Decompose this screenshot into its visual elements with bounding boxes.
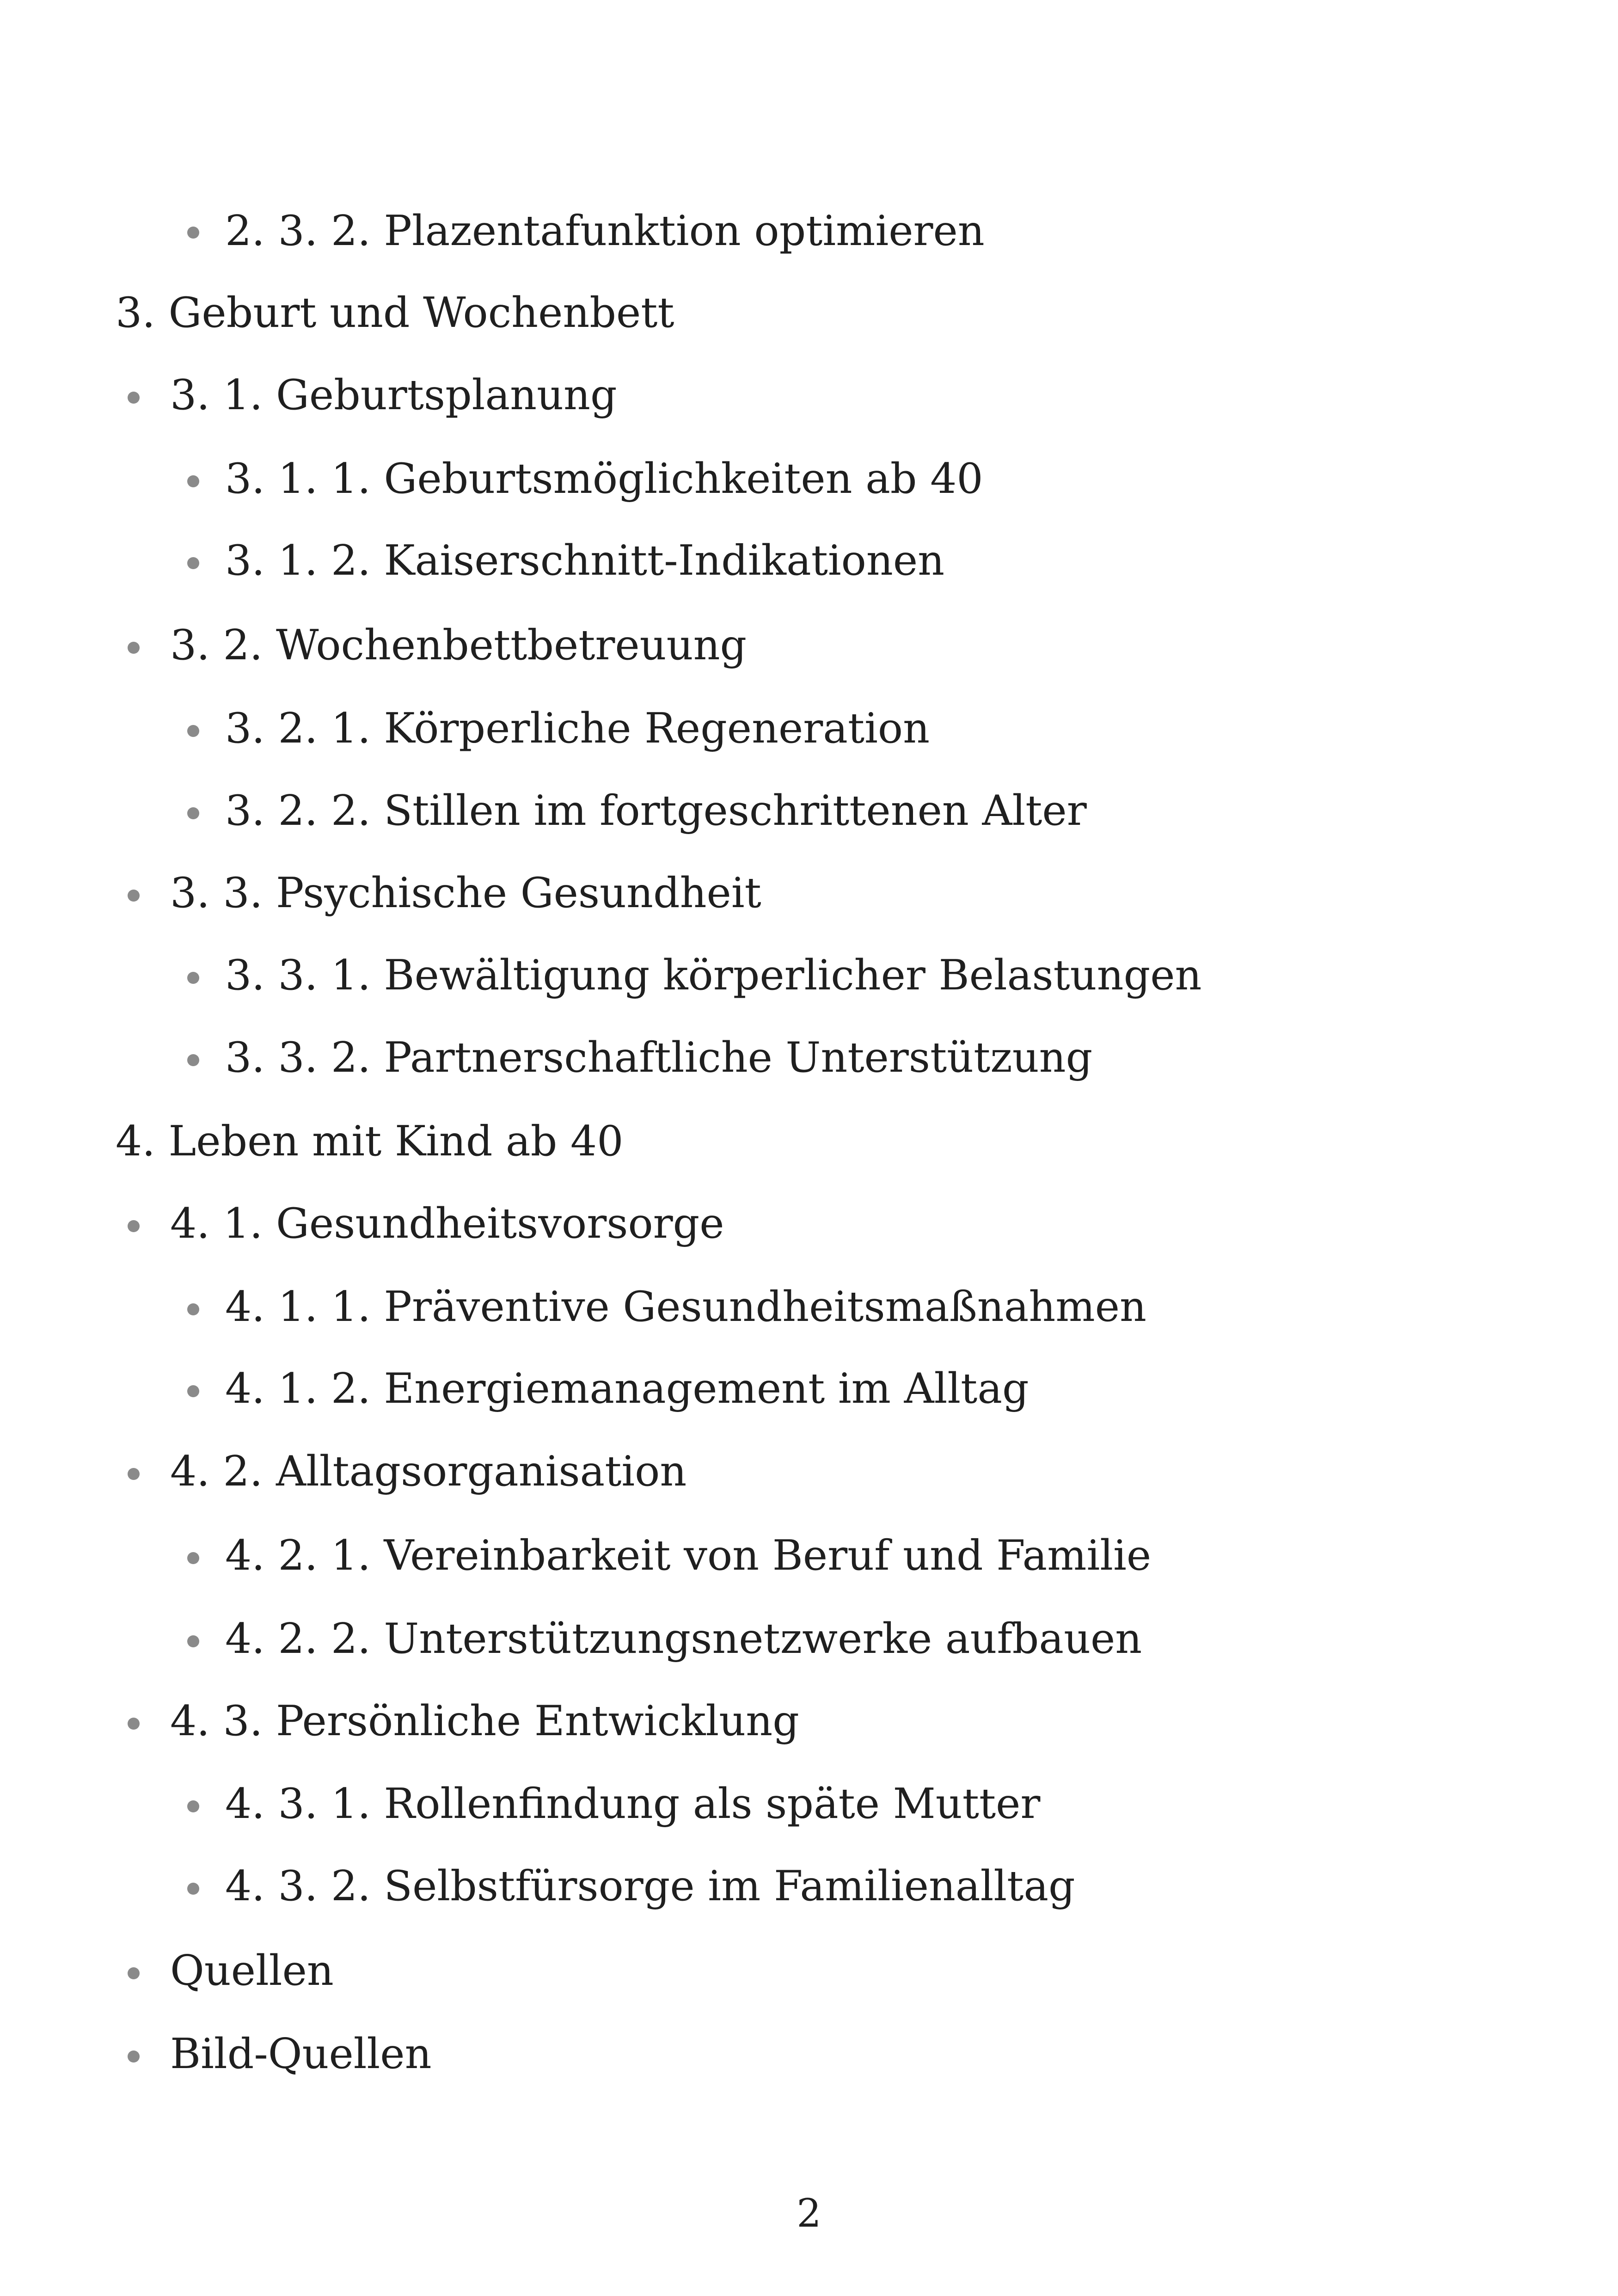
toc-entry-subsubsection[interactable]: 3. 3. 1. Bewältigung körperlicher Belastungen <box>225 951 1202 1000</box>
toc-entry-subsubsection[interactable]: 4. 3. 1. Rollenfindung als späte Mutter <box>225 1780 1041 1828</box>
bullet-icon <box>187 1054 199 1066</box>
bullet-icon <box>187 1800 199 1812</box>
bullet-icon <box>187 1385 199 1397</box>
bullet-icon <box>187 1883 199 1895</box>
bullet-icon <box>128 642 140 654</box>
bullet-icon <box>187 557 199 569</box>
toc-entry-subsubsection[interactable]: 4. 2. 2. Unterstützungsnetzwerke aufbauen <box>225 1615 1142 1663</box>
bullet-icon <box>128 1718 140 1730</box>
bullet-icon <box>128 2050 140 2063</box>
toc-entry-section[interactable]: 3. 1. Geburtsplanung <box>170 371 617 419</box>
toc-entry-subsubsection[interactable]: 3. 2. 2. Stillen im fortgeschrittenen Alter <box>225 786 1087 835</box>
toc-entry-subsubsection[interactable]: 3. 3. 2. Partnerschaftliche Unterstützung <box>225 1033 1093 1082</box>
toc-entry-bild-quellen[interactable]: Bild-Quellen <box>170 2030 432 2078</box>
toc-entry-quellen[interactable]: Quellen <box>170 1946 334 1995</box>
toc-entry-subsubsection[interactable]: 3. 1. 2. Kaiserschnitt-Indikationen <box>225 536 945 585</box>
toc-entry-section[interactable]: 4. 2. Alltagsorganisation <box>170 1447 687 1496</box>
bullet-icon <box>128 392 140 404</box>
toc-entry-subsubsection[interactable]: 4. 1. 1. Präventive Gesundheitsmaßnahmen <box>225 1283 1146 1331</box>
toc-entry-section[interactable]: 3. 2. Wochenbettbetreuung <box>170 621 747 669</box>
toc-entry-subsubsection[interactable]: 2. 3. 2. Plazentafunktion optimieren <box>225 207 985 255</box>
bullet-icon <box>187 972 199 984</box>
toc-entry-subsubsection[interactable]: 4. 2. 1. Vereinbarkeit von Beruf und Familie <box>225 1531 1152 1580</box>
toc-entry-subsubsection[interactable]: 3. 1. 1. Geburtsmöglichkeiten ab 40 <box>225 454 983 503</box>
bullet-icon <box>128 1220 140 1232</box>
bullet-icon <box>187 807 199 819</box>
page-number: 2 <box>797 2191 821 2236</box>
bullet-icon <box>128 1468 140 1480</box>
toc-entry-subsubsection[interactable]: 3. 2. 1. Körperliche Regeneration <box>225 704 930 753</box>
bullet-icon <box>187 1303 199 1315</box>
bullet-icon <box>187 227 199 239</box>
toc-entry-section[interactable]: 4. 1. Gesundheitsvorsorge <box>170 1199 724 1248</box>
toc-entry-chapter[interactable]: 4. Leben mit Kind ab 40 <box>116 1117 624 1166</box>
toc-entry-section[interactable]: 3. 3. Psychische Gesundheit <box>170 869 761 917</box>
toc-entry-chapter[interactable]: 3. Geburt und Wochenbett <box>116 289 674 337</box>
toc-entry-subsubsection[interactable]: 4. 1. 2. Energiemanagement im Alltag <box>225 1364 1029 1413</box>
toc-entry-section[interactable]: 4. 3. Persönliche Entwicklung <box>170 1697 799 1745</box>
bullet-icon <box>187 475 199 487</box>
bullet-icon <box>187 1552 199 1564</box>
bullet-icon <box>128 890 140 902</box>
bullet-icon <box>128 1967 140 1979</box>
bullet-icon <box>187 725 199 737</box>
toc-entry-subsubsection[interactable]: 4. 3. 2. Selbstfürsorge im Familienalltag <box>225 1862 1075 1910</box>
bullet-icon <box>187 1635 199 1647</box>
